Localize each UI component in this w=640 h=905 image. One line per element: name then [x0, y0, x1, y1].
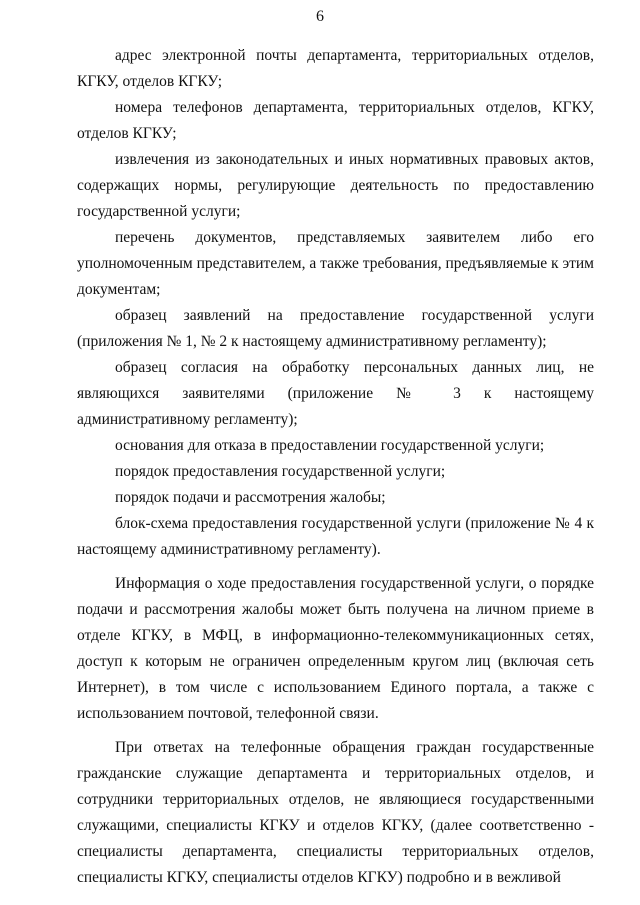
list-item-consent-sample: образец согласия на обработку персональных данных лиц, не являющихся заявителями (приложение № 3 к настоящему административному регламенту);	[77, 359, 594, 428]
list-item-flowchart: блок-схема предоставления государственной услуги (приложение № 4 к настоящему административному регламенту).	[77, 515, 594, 558]
list-item-complaint-procedure: порядок подачи и рассмотрения жалобы;	[115, 489, 386, 506]
paragraph-phone-inquiries: При ответах на телефонные обращения граждан государственные гражданские служащие департамента и территориальных отделов, и сотрудники территориальных отделов, не являющиеся государственными служащими, специалисты КГКУ и отделов КГКУ, (далее соответственно - специалисты департамента, специалисты территориальных отделов, специалисты КГКУ, специалисты отделов КГКУ) подробно и в вежливой	[77, 739, 594, 886]
list-item-phones: номера телефонов департамента, территориальных отделов, КГКУ, отделов КГКУ;	[77, 99, 594, 142]
list-item-application-sample: образец заявлений на предоставление государственной услуги (приложения № 1, № 2 к настоящему административному регламенту);	[77, 307, 594, 350]
paragraph-information: Информация о ходе предоставления государственной услуги, о порядке подачи и рассмотрения жалобы может быть получена на личном приеме в отделе КГКУ, в МФЦ, в информационно-телекоммуникационных сетях, доступ к которым не ограничен определенным кругом лиц (включая сеть Интернет), в том числе с использованием Единого портала, а также с использованием почтовой, телефонной связи.	[77, 575, 594, 722]
list-item-email: адрес электронной почты департамента, территориальных отделов, КГКУ, отделов КГКУ;	[77, 47, 594, 90]
list-item-service-procedure: порядок предоставления государственной услуги;	[115, 463, 446, 480]
list-item-documents: перечень документов, представляемых заявителем либо его уполномоченным представителем, а также требования, предъявляемые к этим документам;	[77, 229, 594, 298]
list-item-refusal-grounds: основания для отказа в предоставлении государственной услуги;	[115, 437, 545, 454]
document-body	[77, 43, 594, 891]
list-item-law-extracts: извлечения из законодательных и иных нормативных правовых актов, содержащих нормы, регулирующие деятельность по предоставлению государственной услуги;	[77, 151, 594, 220]
page-number: 6	[316, 8, 324, 25]
